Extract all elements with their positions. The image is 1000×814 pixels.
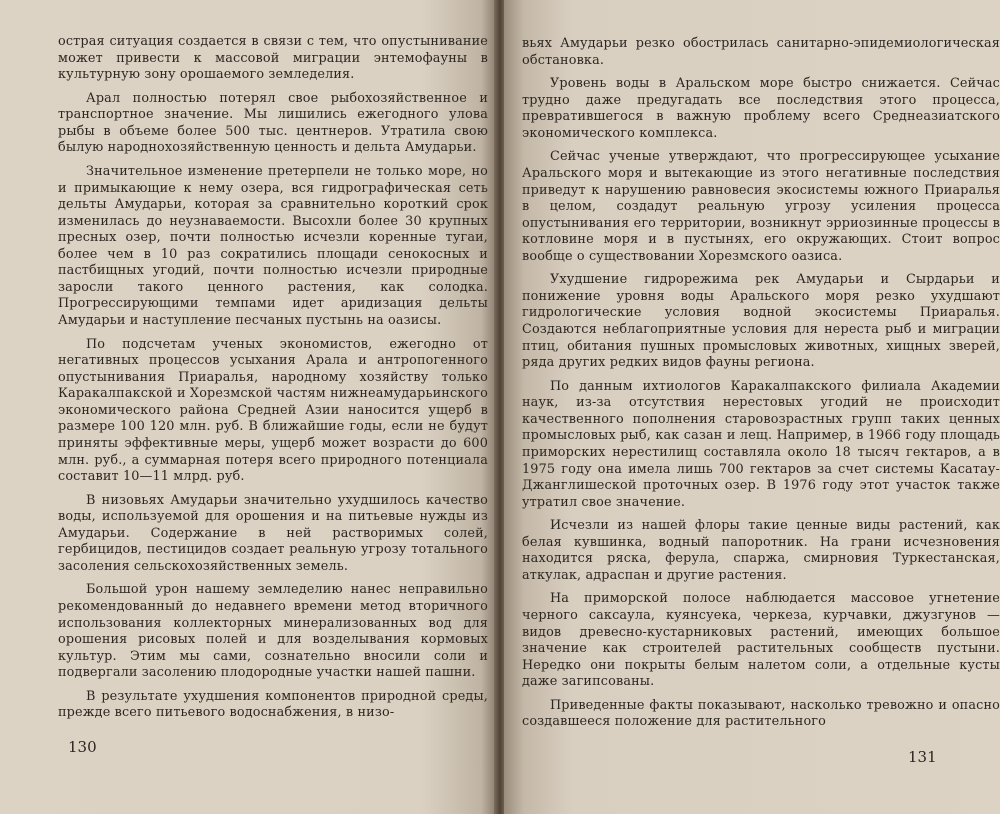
left-page-text bbox=[58, 34, 488, 729]
paragraph: Значительное изменение претерпели не только море, но и примыкающие к нему озера, вся гидрографическая сеть дельты Амударьи, которая за сравнительно короткий срок изменилась до неузнаваемости. Высохли более 30 крупных пресных озер, почти полностью исчезли коренные тугаи, более чем в 10 раз сократились площади сенокосных и пастбищных угодий, почти полностью исчезли природные заросли такого ценного растения, как солодка. Прогрессирующими темпами идет аридизация дельты Амударьи и наступление песчаных пустынь на оазисы. bbox=[58, 163, 488, 328]
paragraph: По подсчетам ученых экономистов, ежегодно от негативных процессов усыхания Арала и антропогенного опустынивания Приаралья, народному хозяйству только Каракалпакской и Хорезмской частям нижнеамударьинского экономического района Средней Азии наносится ущерб в размере 100 120 млн. руб. В ближайшие годы, если не будут приняты эффективные меры, ущерб может возрасти до 600 млн. руб., а суммарная потеря всего природного потенциала составит 10—11 млрд. руб. bbox=[58, 336, 488, 485]
paragraph: Приведенные факты показывают, насколько тревожно и опасно создавшееся положение для растительного bbox=[522, 697, 1000, 730]
paragraph: вьях Амударьи резко обострилась санитарно-эпидемиологическая обстановка. bbox=[522, 36, 1000, 68]
page-number-left: 130 bbox=[68, 738, 97, 756]
right-page-text bbox=[522, 36, 1000, 738]
paragraph: острая ситуация создается в связи с тем, что опустынивание может привести к массовой миграции энтемофауны в культурную зону орошаемого земледелия. bbox=[58, 34, 488, 83]
paragraph: Большой урон нашему земледелию нанес неправильно рекомендованный до недавнего времени метод вторичного использования коллекторных минерализованных вод для орошения рисовых полей и для возделывания кормовых культур. Этим мы сами, сознательно вносили соли и подвергали засолению плодородные участки нашей пашни. bbox=[58, 582, 488, 681]
paragraph: На приморской полосе наблюдается массовое угнетение черного саксаула, куянсуека, черкеза, курчавки, джузгунов — видов древесно-кустарниковых растений, имеющих большое значение как строителей растительных сообществ пустыни. Нередко они покрыты белым налетом соли, а отдельные кусты даже загипсованы. bbox=[522, 591, 1000, 690]
right-page bbox=[504, 0, 1000, 814]
paragraph: Ухудшение гидрорежима рек Амударьи и Сырдарьи и понижение уровня воды Аральского моря резко ухудшают гидрологические условия водной экосистемы Приаралья. Создаются неблагоприятные условия для нереста рыб и миграции птиц, обитания пушных промысловых животных, хищных зверей, ряда других редких видов фауны региона. bbox=[522, 272, 1000, 371]
paragraph: В низовьях Амударьи значительно ухудшилось качество воды, используемой для орошения и на питьевые нужды из Амударьи. Содержание в ней растворимых солей, гербицидов, пестицидов создает реальную угрозу тотального засоления сельскохозяйственных земель. bbox=[58, 492, 488, 574]
page-number-right: 131 bbox=[908, 748, 937, 766]
left-page bbox=[0, 0, 496, 814]
paragraph: По данным ихтиологов Каракалпакского филиала Академии наук, из-за отсутствия нерестовых угодий не происходит качественного пополнения старовозрастных групп таких ценных промысловых рыб, как сазан и лещ. Например, в 1966 году площадь приморских нерестилищ составляла около 18 тысяч гектаров, а в 1975 году она имела лишь 700 гектаров за счет системы Касатау-Джанглишеской проточных озер. В 1976 году этот участок также утратил свое значение. bbox=[522, 378, 1000, 510]
paragraph: Исчезли из нашей флоры такие ценные виды растений, как белая кувшинка, водный папоротник. На грани исчезновения находится ряска, ферула, спаржа, смирновия Туркестанская, аткулак, адраспан и другие растения. bbox=[522, 518, 1000, 583]
paragraph: В результате ухудшения компонентов природной среды, прежде всего питьевого водоснабжения, в низо- bbox=[58, 688, 488, 721]
paragraph: Арал полностью потерял свое рыбохозяйственное и транспортное значение. Мы лишились ежегодного улова рыбы в объеме более 500 тыс. центнеров. Утратила свою былую народнохозяйственную ценность и дельта Амударьи. bbox=[58, 90, 488, 156]
paragraph: Сейчас ученые утверждают, что прогрессирующее усыхание Аральского моря и вытекающие из этого негативные последствия приведут к нарушению равновесия экосистемы южного Приаралья в целом, создадут реальную угрозу усиления процесса опустынивания его территории, возникнут эрриозинные процессы в котловине моря и в пустынях, его окружающих. Стоит вопрос вообще о существовании Хорезмского оазиса. bbox=[522, 149, 1000, 264]
paragraph: Уровень воды в Аральском море быстро снижается. Сейчас трудно даже предугадать все последствия этого процесса, превратившегося в важную проблему всего Среднеазиатского экономического комплекса. bbox=[522, 76, 1000, 141]
